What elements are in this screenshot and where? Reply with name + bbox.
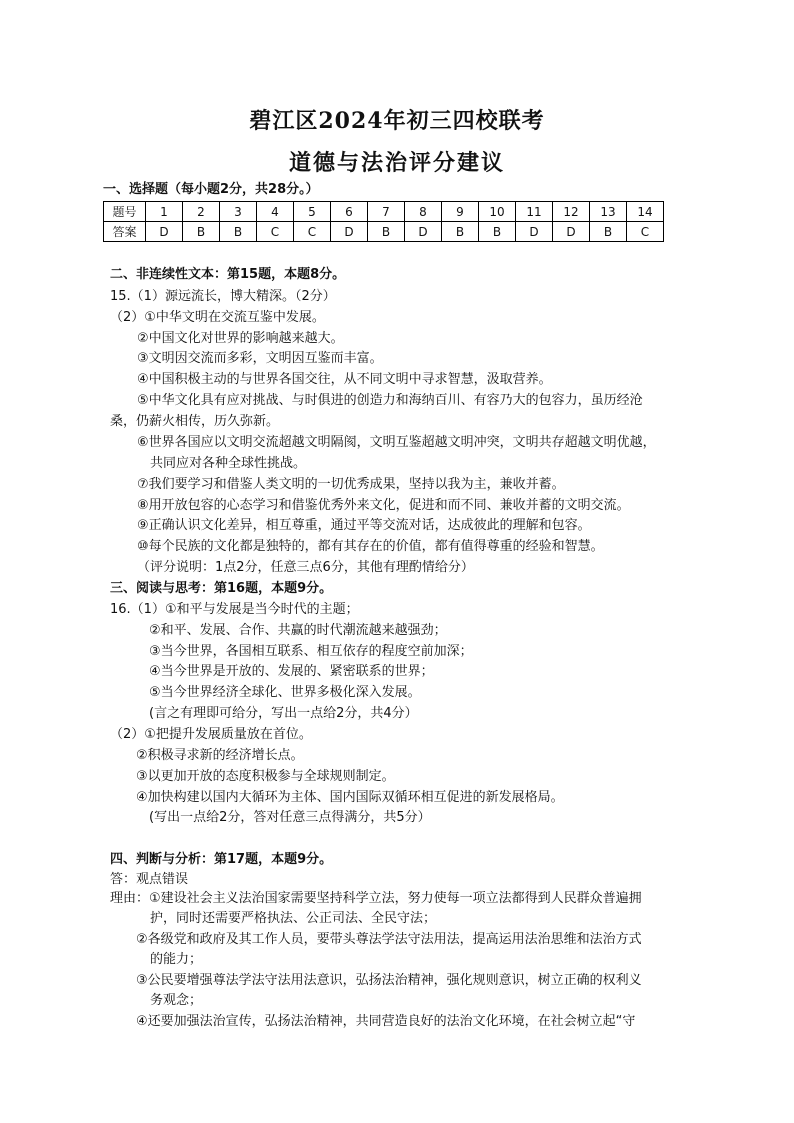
q15-part1: 15.（1）源远流长，博大精深。（2分） <box>110 289 336 304</box>
answer-cell: C <box>257 222 294 242</box>
answer-cell: C <box>627 222 664 242</box>
row-label-question: 题号 <box>104 202 146 222</box>
answer-table <box>103 201 664 242</box>
question-cell: 12 <box>553 202 590 222</box>
q17-line: 务观念； <box>150 993 203 1008</box>
q15-item: ⑦我们要学习和借鉴人类文明的一切优秀成果，坚持以我为主，兼收并蓄。 <box>137 477 565 492</box>
question-cell: 9 <box>442 202 479 222</box>
q15-item: ⑨正确认识文化差异，相互尊重，通过平等交流对话，达成彼此的理解和包容。 <box>137 518 591 533</box>
question-cell: 1 <box>146 202 183 222</box>
q17-line: ②各级党和政府及其工作人员，要带头尊法学法守法用法，提高运用法治思维和法治方式 <box>136 932 642 947</box>
question-cell: 5 <box>294 202 331 222</box>
answer-cell: C <box>294 222 331 242</box>
scoring-note: （评分说明：1点2分，任意三点6分，其他有理酌情给分） <box>137 560 474 575</box>
q15-item: ⑧用开放包容的心态学习和借鉴优秀外来文化，促进和而不同、兼收并蓄的文明交流。 <box>137 498 630 513</box>
q16-item: ②和平、发展、合作、共赢的时代潮流越来越强劲； <box>149 623 447 638</box>
q15-item: ④中国积极主动的与世界各国交往，从不同文明中寻求智慧，汲取营养。 <box>137 372 552 387</box>
answer-cell: B <box>368 222 405 242</box>
row-label-answer: 答案 <box>104 222 146 242</box>
question-cell: 2 <box>183 202 220 222</box>
answer-cell: D <box>405 222 442 242</box>
q16-item: ③当今世界，各国相互联系、相互依存的程度空前加深； <box>149 644 473 659</box>
answer-cell: D <box>146 222 183 242</box>
q16-item: ④加快构建以国内大循环为主体、国内国际双循环相互促进的新发展格局。 <box>136 790 564 805</box>
q15-item-continued: 桑，仍薪火相传，历久弥新。 <box>110 414 280 429</box>
question-cell: 14 <box>627 202 664 222</box>
question-cell: 3 <box>220 202 257 222</box>
answer-row <box>104 222 664 242</box>
q17-line: 的能力； <box>150 952 203 967</box>
section4-heading: 四、判断与分析：第17题，本题9分。 <box>110 852 333 867</box>
scoring-note: (写出一点给2分，答对任意三点得满分，共5分） <box>149 810 431 825</box>
document-title: 碧江区2024年初三四校联考 <box>249 108 545 134</box>
answer-cell: D <box>331 222 368 242</box>
question-cell: 8 <box>405 202 442 222</box>
q15-part2-head: （2）①中华文明在交流互鉴中发展。 <box>110 310 325 325</box>
q15-item: ⑥世界各国应以文明交流超越文明隔阂，文明互鉴超越文明冲突，文明共存超越文明优越， <box>137 435 656 450</box>
answer-cell: B <box>442 222 479 242</box>
q16-item: ④当今世界是开放的、发展的、紧密联系的世界； <box>149 664 434 679</box>
answer-cell: D <box>553 222 590 242</box>
q15-item: ③文明因交流而多彩，文明因互鉴而丰富。 <box>137 351 383 366</box>
q16-part2-head: （2）①把提升发展质量放在首位。 <box>110 727 312 742</box>
section1-heading: 一、选择题（每小题2分，共28分。） <box>103 182 319 197</box>
question-cell: 13 <box>590 202 627 222</box>
q15-item-continued: 共同应对各种全球性挑战。 <box>150 456 307 471</box>
answer-cell: B <box>590 222 627 242</box>
q16-item: ⑤当今世界经济全球化、世界多极化深入发展。 <box>149 685 421 700</box>
question-cell: 7 <box>368 202 405 222</box>
answer-cell: B <box>479 222 516 242</box>
answer-cell: B <box>183 222 220 242</box>
q17-line: ④还要加强法治宣传，弘扬法治精神，共同营造良好的法治文化环境，在社会树立起“守 <box>136 1014 636 1029</box>
q17-line: ③公民要增强尊法学法守法用法意识，弘扬法治精神，强化规则意识，树立正确的权利义 <box>136 973 642 988</box>
section3-heading: 三、阅读与思考：第16题，本题9分。 <box>110 581 333 596</box>
question-cell: 6 <box>331 202 368 222</box>
answer-cell: B <box>220 222 257 242</box>
q16-part1-head: 16.（1）①和平与发展是当今时代的主题； <box>110 602 359 617</box>
section2-heading: 二、非连续性文本：第15题，本题8分。 <box>110 267 346 282</box>
q17-line: 护，同时还需要严格执法、公正司法、全民守法； <box>150 911 437 926</box>
question-number-row <box>104 202 664 222</box>
question-cell: 10 <box>479 202 516 222</box>
question-cell: 11 <box>516 202 553 222</box>
q17-reason-head: 理由：①建设社会主义法治国家需要坚持科学立法，努力使每一项立法都得到人民群众普遍拥 <box>110 891 642 906</box>
scoring-note: (言之有理即可给分，写出一点给2分，共4分） <box>149 706 418 721</box>
question-cell: 4 <box>257 202 294 222</box>
q16-item: ③以更加开放的态度积极参与全球规则制定。 <box>136 769 395 784</box>
q15-item: ⑩每个民族的文化都是独特的，都有其存在的价值，都有值得尊重的经验和智慧。 <box>137 539 604 554</box>
answer-cell: D <box>516 222 553 242</box>
q16-item: ②积极寻求新的经济增长点。 <box>136 748 304 763</box>
q17-answer: 答：观点错误 <box>110 872 189 887</box>
q15-item: ②中国文化对世界的影响越来越大。 <box>137 331 344 346</box>
q15-item: ⑤中华文化具有应对挑战、与时俱进的创造力和海纳百川、有容乃大的包容力，虽历经沧 <box>137 393 643 408</box>
document-subtitle: 道德与法治评分建议 <box>288 150 505 176</box>
